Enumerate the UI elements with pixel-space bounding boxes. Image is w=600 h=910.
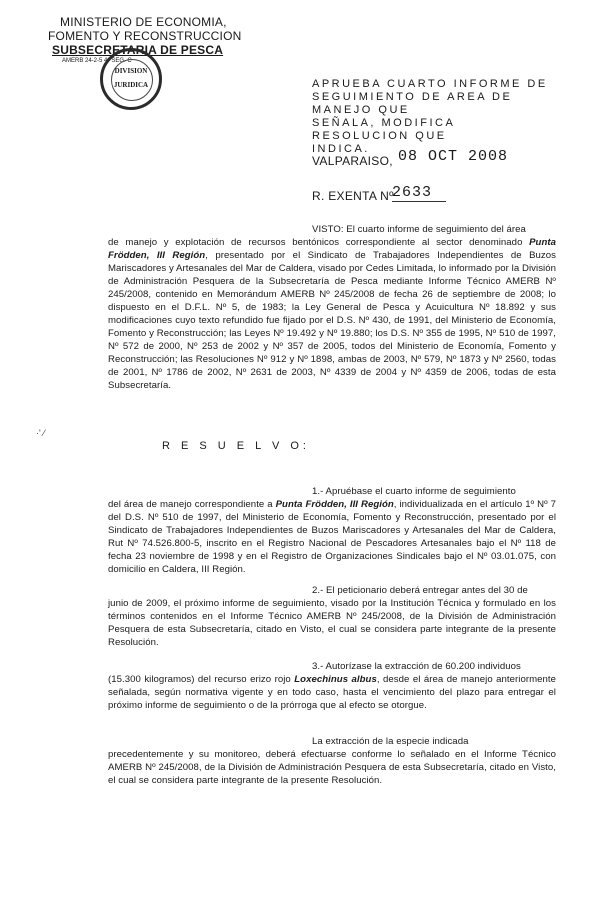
point3-text-a: (15.300 kilogramos) del recurso erizo rojo (108, 674, 295, 685)
point4-lead: La extracción de la especie indicada (312, 736, 469, 747)
point3-text-b: , desde el área de manejo anteriormente señalada, según normativa vigente y en todo caso, hasta el vencimiento del plazo para entregar el próximo informe de seguimiento o de la prórroga que al efecto se otorgue. (108, 674, 556, 711)
exenta-label: R. EXENTA Nº (312, 189, 394, 203)
point2-paragraph: junio de 2009, el próximo informe de seguimiento, visado por la Institución Técnica y formulado en los términos contenidos en el Informe Técnico AMERB Nº 245/2008, de la División de Administración Pesquera de esta Subsecretaría, citado en Visto, el cual se considera parte integrante de la presente Resolución. (108, 598, 556, 648)
point1-text-b: , individualizada en el artículo 1º Nº 7 del D.S. Nº 510 de 1997, del Ministerio de Economía, Fomento y Reconstrucción, presentado por el Sindicato de Trabajadores Independientes de Buzos Mariscadores y Artesanales del Mar de Caldera, Rut Nº 74.526.800-5, inscrito en el Registro Nacional de Pescadores Artesanales bajo el Nº 118 de fecha 23 noviembre de 1998 y en el Registro de Organizaciones Sindicales bajo el Nº 03.01.075, con domicilio en Caldera, III Región. (108, 499, 556, 575)
visto-paragraph (108, 236, 556, 392)
point3-lead: 3.- Autorízase la extracción de 60.200 individuos (312, 661, 521, 672)
point4-paragraph: precedentemente y su monitoreo, deberá efectuarse conforme lo señalado en el Informe Técnico AMERB Nº 245/2008, de la División de Administración Pesquera de esta Subsecretaría, citado en Visto, el cual se considera parte integrante de la presente Resolución. (108, 749, 556, 786)
stamp-text-top: DIVISION (114, 67, 148, 75)
point1-place-bold: Punta Frödden, III Región (275, 499, 394, 510)
subsecretaria-name: SUBSECRETARIA DE PESCA (52, 43, 224, 57)
point1-text-a: del área de manejo correspondiente a (108, 499, 276, 510)
title-line2: SEGUIMIENTO DE AREA DE MANEJO QUE (312, 91, 513, 116)
visto-place-bold: Punta (529, 237, 556, 248)
visto-first-line: VISTO: El cuarto informe de seguimiento del área (312, 224, 526, 235)
division-juridica-stamp (100, 48, 162, 110)
resolution-number: 2633 (392, 184, 446, 202)
resuelvo-heading: R E S U E L V O: (162, 440, 310, 452)
stamp-inner-ring (111, 59, 153, 101)
point2-lead: 2.- El peticionario deberá entregar antes del 30 de (312, 585, 528, 596)
point1-lead: 1.- Apruébase el cuarto informe de seguimiento (312, 486, 516, 497)
title-line1: APRUEBA CUARTO INFORME DE (312, 78, 548, 90)
amerb-reference: AMERB 24-2-5 4° SEG. C (62, 58, 132, 64)
resolution-date: 08 OCT 2008 (398, 148, 509, 165)
stamp-text-bottom: JURIDICA (113, 81, 149, 89)
visto-place-bold-2: Frödden, III Región (108, 250, 206, 261)
ministry-name-line2: FOMENTO Y RECONSTRUCCION (48, 29, 242, 43)
place-label: VALPARAISO, (312, 154, 393, 168)
visto-text-a: de manejo y explotación de recursos bentónicos correspondiente al sector denominado (108, 237, 530, 248)
title-line4: INDICA. (312, 143, 370, 155)
visto-text-b: , presentado por el Sindicato de Trabajadores Independientes de Buzos Mariscadores y Artesanales del Mar de Caldera, visado por Cedes Limitada, lo informado por la División de Administración Pesquera de la Subsecretaría de Pesca mediante Informe Técnico AMERB Nº 245/2008, contenido en Memorándum AMERB Nº 245/2008 de fecha 26 de septiembre de 2008; lo dispuesto en el D.F.L. Nº 5, de 1983; la Ley General de Pesca y Acuicultura Nº 18.892 y sus modificaciones cuyo texto refundido fue fijado por el D.S. Nº 430, de 1991, del Ministerio de Economía, Fomento y Reconstrucción; las Leyes Nº 19.492 y Nº 19.880; los D.S. Nº 355 de 1995, Nº 510 de 1997, Nº 572 de 2000, Nº 253 de 2002 y Nº 357 de 2005, todos del Ministerio de Economía, Fomento y Reconstrucción; las Resoluciones Nº 912 y Nº 1898, ambas de 2003, Nº 579, Nº 1873 y Nº 2560, todas de 2001, Nº 1786 de 2002, Nº 2631 de 2003, Nº 4339 de 2004 y Nº 4359 de 2006, todas de esta Subsecretaría. (108, 250, 556, 391)
point1-paragraph (108, 498, 556, 576)
ministry-name-line1: MINISTERIO DE ECONOMIA, (60, 15, 227, 29)
resolution-title (312, 78, 552, 156)
margin-annotation: ·' ⁄ (36, 428, 45, 438)
point3-species-bold: Loxechinus albus (294, 674, 377, 685)
title-line3: SEÑALA, MODIFICA RESOLUCION QUE (312, 117, 455, 142)
point3-paragraph (108, 673, 556, 712)
